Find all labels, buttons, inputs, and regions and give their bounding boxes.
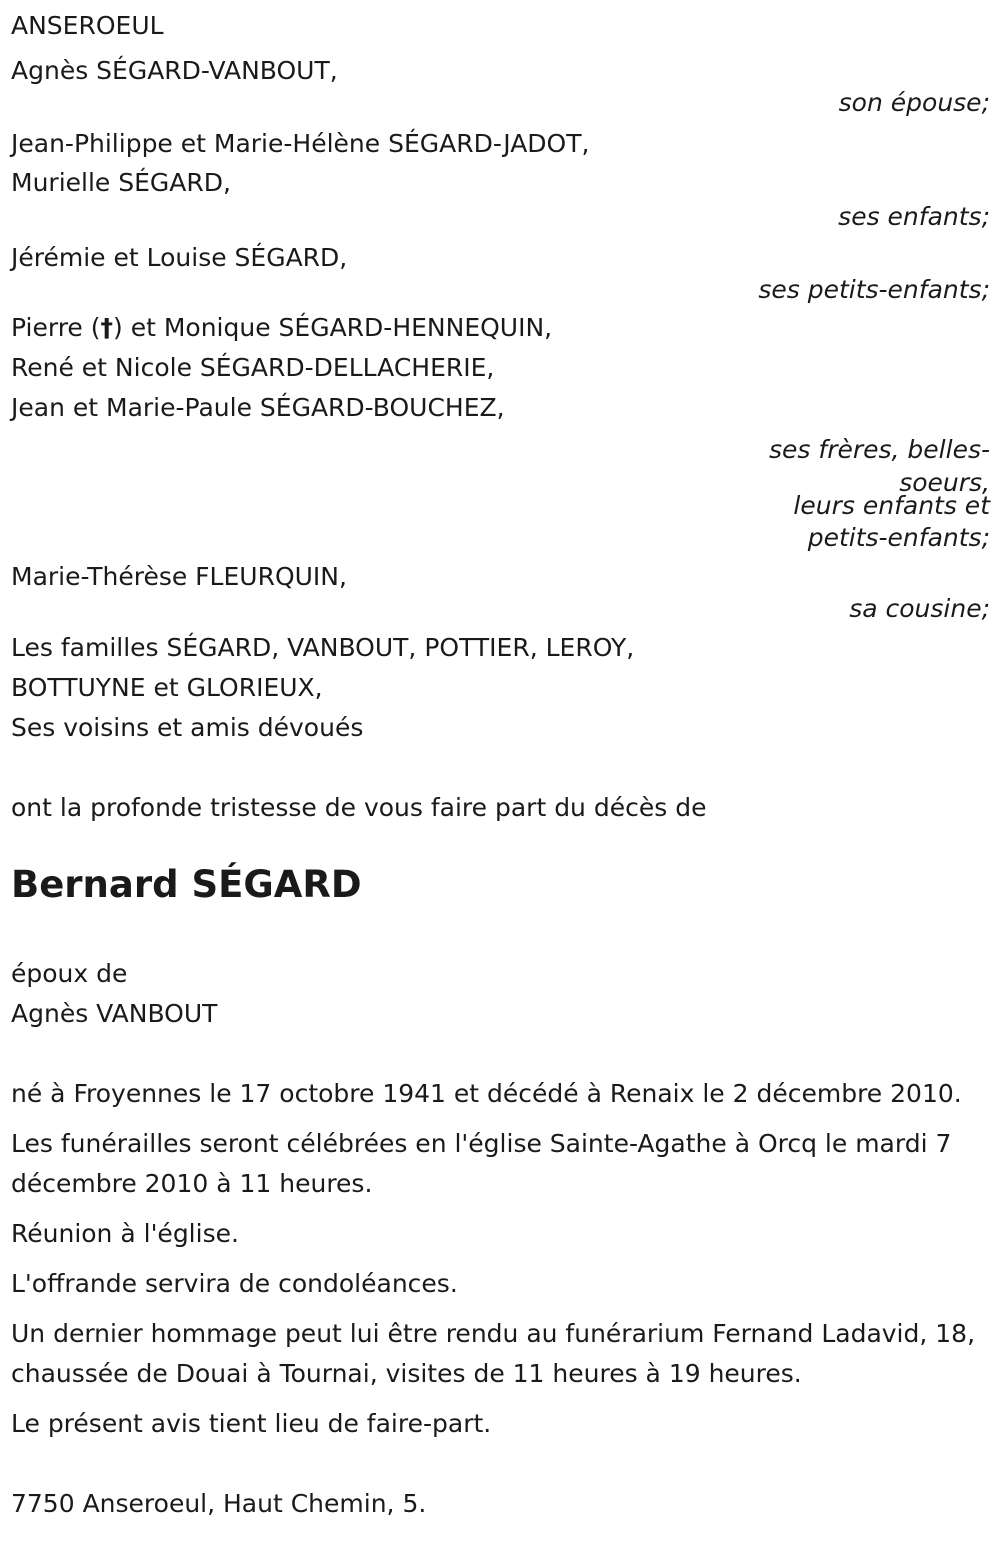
spouse-name: Agnès VANBOUT [11, 999, 218, 1028]
family-role: ses frères, belles- [769, 435, 990, 464]
cross-symbol-icon: † [100, 313, 114, 342]
spouse-block [11, 954, 990, 1034]
deceased-name: Bernard SÉGARD [11, 863, 362, 906]
announcement-text: ont la profonde tristesse de vous faire part du décès de [11, 793, 707, 822]
tribute-text: Un dernier hommage peut lui être rendu au funérarium Fernand Ladavid, 18, chaussée de Douai à Tournai, visites de 11 heures à 19 heures. [11, 1319, 976, 1388]
meeting-text: Réunion à l'église. [11, 1219, 239, 1248]
family-group-siblings [11, 308, 990, 558]
family-group-grandchildren [11, 238, 990, 302]
family-name-line: Jérémie et Louise SÉGARD, [11, 243, 348, 272]
family-group-others [11, 628, 990, 748]
family-role: soeurs, [899, 468, 990, 497]
family-group-spouse [11, 56, 990, 120]
family-name-line: Jean-Philippe et Marie-Hélène SÉGARD-JADOT, [11, 129, 590, 158]
family-role: son épouse; [838, 88, 990, 117]
family-name-line: Agnès SÉGARD-VANBOUT, [11, 56, 338, 85]
notice-text: Le présent avis tient lieu de faire-part. [11, 1409, 492, 1438]
family-name-line: BOTTUYNE et GLORIEUX, [11, 673, 323, 702]
family-name-line: René et Nicole SÉGARD-DELLACHERIE, [11, 353, 495, 382]
family-name-line: Jean et Marie-Paule SÉGARD-BOUCHEZ, [11, 393, 505, 422]
details-block [11, 1074, 989, 1444]
obituary-notice [0, 6, 1000, 1548]
family-role: ses enfants; [838, 202, 990, 231]
town-header: ANSEROEUL [11, 11, 164, 40]
address-text: 7750 Anseroeul, Haut Chemin, 5. [11, 1489, 427, 1518]
family-name-line: Pierre (†) et Monique SÉGARD-HENNEQUIN, [11, 313, 553, 342]
family-name-line: Les familles SÉGARD, VANBOUT, POTTIER, LEROY, [11, 633, 635, 662]
family-name-line: Marie-Thérèse FLEURQUIN, [11, 562, 347, 591]
family-name-line: Murielle SÉGARD, [11, 168, 231, 197]
offering-text: L'offrande servira de condoléances. [11, 1269, 458, 1298]
family-role: sa cousine; [849, 594, 990, 623]
birth-death-text: né à Froyennes le 17 octobre 1941 et décédé à Renaix le 2 décembre 2010. [11, 1079, 962, 1108]
family-role: petits-enfants; [807, 523, 990, 552]
family-role: ses petits-enfants; [758, 275, 990, 304]
family-group-children [11, 124, 990, 232]
family-name-line: Ses voisins et amis dévoués [11, 713, 364, 742]
funeral-text: Les funérailles seront célébrées en l'église Sainte-Agathe à Orcq le mardi 7 décembre 2010 à 11 heures. [11, 1129, 952, 1198]
family-group-cousin [11, 558, 990, 622]
spouse-prefix: époux de [11, 959, 128, 988]
family-role: leurs enfants et [793, 491, 990, 520]
